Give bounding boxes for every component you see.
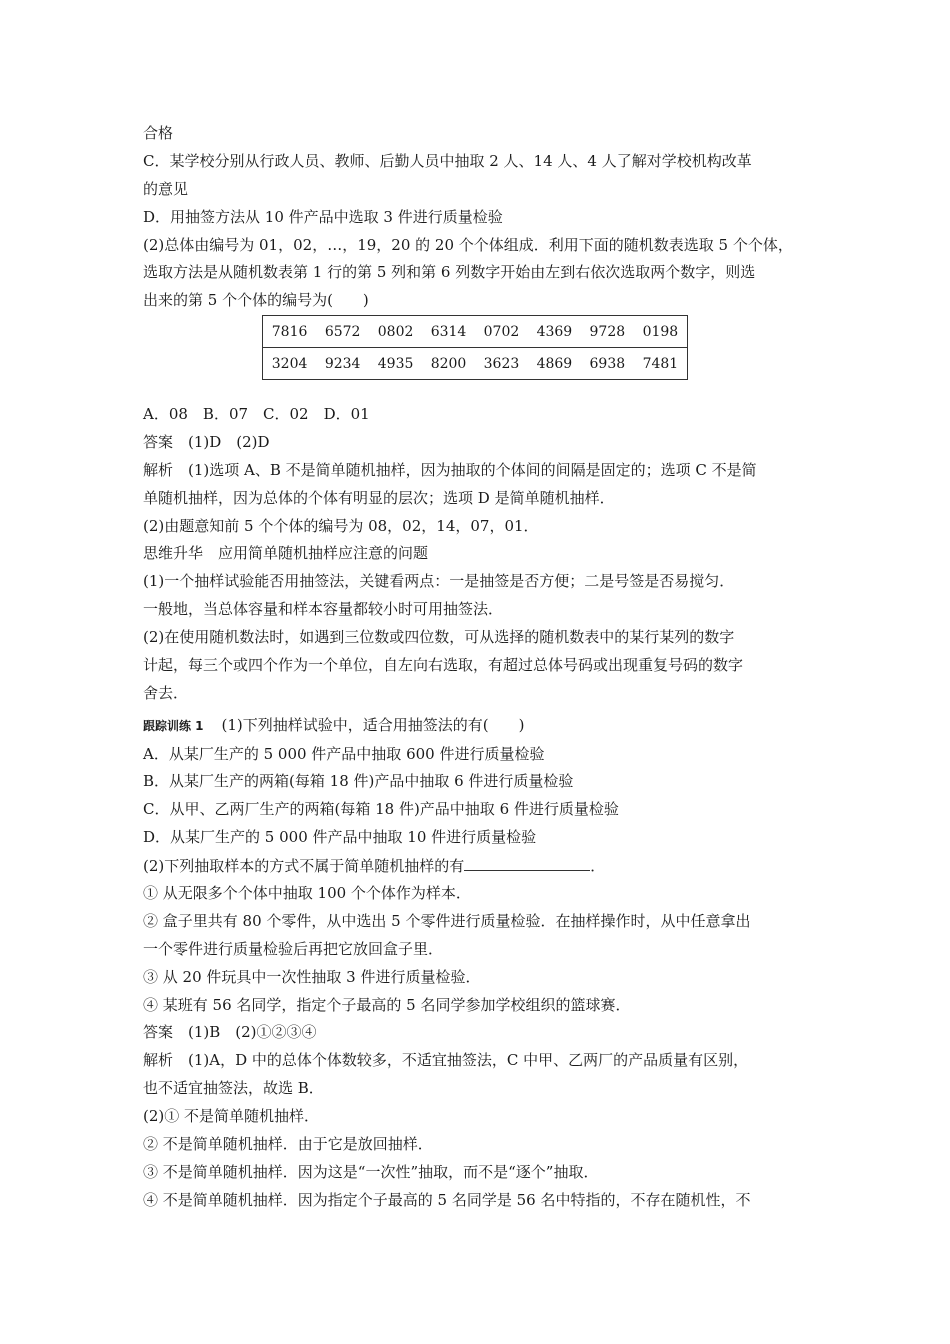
text-line: 出来的第 5 个个体的编号为( ) <box>143 291 369 309</box>
table-cell: 3623 <box>483 355 520 372</box>
list-item: ② 盒子里共有 80 个零件，从中选出 5 个零件进行质量检验．在抽样操作时，从中任意拿出 <box>143 912 751 930</box>
analysis-line: 解析 (1)选项 A、B 不是简单随机抽样，因为抽取的个体间的间隔是固定的；选项 C 不是简 <box>143 461 757 479</box>
table-cell: 6938 <box>589 355 626 372</box>
analysis-line: 也不适宜抽签法，故选 B． <box>143 1079 324 1097</box>
option-line: A．从某厂生产的 5 000 件产品中抽取 600 件进行质量检验 <box>143 745 545 763</box>
table-cell: 0802 <box>369 316 422 348</box>
table-cell: 4935 <box>377 355 414 372</box>
table-cell: 0198 <box>634 316 688 348</box>
text-line: (2)在使用随机数法时，如遇到三位数或四位数，可从选择的随机数表中的某行某列的数字 <box>143 628 735 646</box>
insight-heading: 思维升华 应用简单随机抽样应注意的问题 <box>143 544 429 562</box>
list-item: ③ 从 20 件玩具中一次性抽取 3 件进行质量检验． <box>143 968 481 986</box>
table-cell: 6314 <box>422 316 475 348</box>
answer-options: A．08 B．07 C．02 D．01 <box>143 405 370 423</box>
text-line: C．某学校分别从行政人员、教师、后勤人员中抽取 2 人、14 人、4 人了解对学校机构改革 <box>143 152 752 170</box>
random-number-table <box>262 315 688 380</box>
table-cell: 0702 <box>475 316 528 348</box>
analysis-line: ② 不是简单随机抽样．由于它是放回抽样． <box>143 1135 433 1153</box>
question-text: (2)下列抽取样本的方式不属于简单随机抽样的有 <box>143 857 465 875</box>
text-line: 合格 <box>143 124 174 142</box>
text-line: (2)总体由编号为 01，02，…，19，20 的 20 个个体组成．利用下面的随机数表选取 5 个个体， <box>143 236 793 254</box>
fill-in-question <box>143 855 605 876</box>
option-line: D．从某厂生产的 5 000 件产品中抽取 10 件进行质量检验 <box>143 828 537 846</box>
table-cell: 8200 <box>430 355 467 372</box>
table-row <box>263 348 688 380</box>
text-line: (1)一个抽样试验能否用抽签法，关键看两点：一是抽签是否方便；二是号签是否易搅匀． <box>143 572 735 590</box>
table-cell: 9728 <box>581 316 634 348</box>
table-cell: 7481 <box>642 355 679 372</box>
analysis-line: ③ 不是简单随机抽样．因为这是“一次性”抽取，而不是“逐个”抽取． <box>143 1163 599 1181</box>
option-line: C．从甲、乙两厂生产的两箱(每箱 18 件)产品中抽取 6 件进行质量检验 <box>143 800 619 818</box>
table-cell: 4869 <box>536 355 573 372</box>
list-item: ① 从无限多个个体中抽取 100 个个体作为样本． <box>143 884 471 902</box>
text-line: 舍去． <box>143 684 189 702</box>
text-line: 选取方法是从随机数表第 1 行的第 5 列和第 6 列数字开始由左到右依次选取两个数字，则选 <box>143 263 756 281</box>
option-line: B．从某厂生产的两箱(每箱 18 件)产品中抽取 6 件进行质量检验 <box>143 772 574 790</box>
answer-line: 答案 (1)B (2)①②③④ <box>143 1023 317 1041</box>
analysis-line: 解析 (1)A，D 中的总体个体数较多，不适宜抽签法，C 中甲、乙两厂的产品质量有区别， <box>143 1051 749 1069</box>
table-row <box>263 316 688 348</box>
table-cell: 6572 <box>316 316 369 348</box>
table-cell: 9234 <box>324 355 361 372</box>
text-line: D．用抽签方法从 10 件产品中选取 3 件进行质量检验 <box>143 208 503 226</box>
follow-up-question <box>143 715 525 736</box>
text-line: 一般地，当总体容量和样本容量都较小时可用抽签法． <box>143 600 504 618</box>
analysis-line: (2)由题意知前 5 个个体的编号为 08，02，14，07，01． <box>143 517 539 535</box>
table-cell: 4369 <box>528 316 581 348</box>
analysis-line: 单随机抽样，因为总体的个体有明显的层次；选项 D 是简单随机抽样． <box>143 489 615 507</box>
analysis-line: (2)① 不是简单随机抽样． <box>143 1107 320 1125</box>
question-text: (1)下列抽样试验中，适合用抽签法的有( ) <box>221 716 525 734</box>
question-suffix: ． <box>590 857 606 875</box>
analysis-line: ④ 不是简单随机抽样．因为指定个子最高的 5 名同学是 56 名中特指的，不存在随机性，不 <box>143 1191 751 1209</box>
list-item: ④ 某班有 56 名同学，指定个子最高的 5 名同学参加学校组织的篮球赛． <box>143 996 631 1014</box>
section-label: 跟踪训练 1 <box>143 719 204 733</box>
list-item: 一个零件进行质量检验后再把它放回盒子里． <box>143 940 444 958</box>
answer-blank <box>464 855 590 871</box>
text-line: 计起，每三个或四个作为一个单位，自左向右选取，有超过总体号码或出现重复号码的数字 <box>143 656 744 674</box>
table-cell: 7816 <box>263 316 317 348</box>
text-line: 的意见 <box>143 180 189 198</box>
table-cell: 3204 <box>271 355 308 372</box>
answer-line: 答案 (1)D (2)D <box>143 433 270 451</box>
